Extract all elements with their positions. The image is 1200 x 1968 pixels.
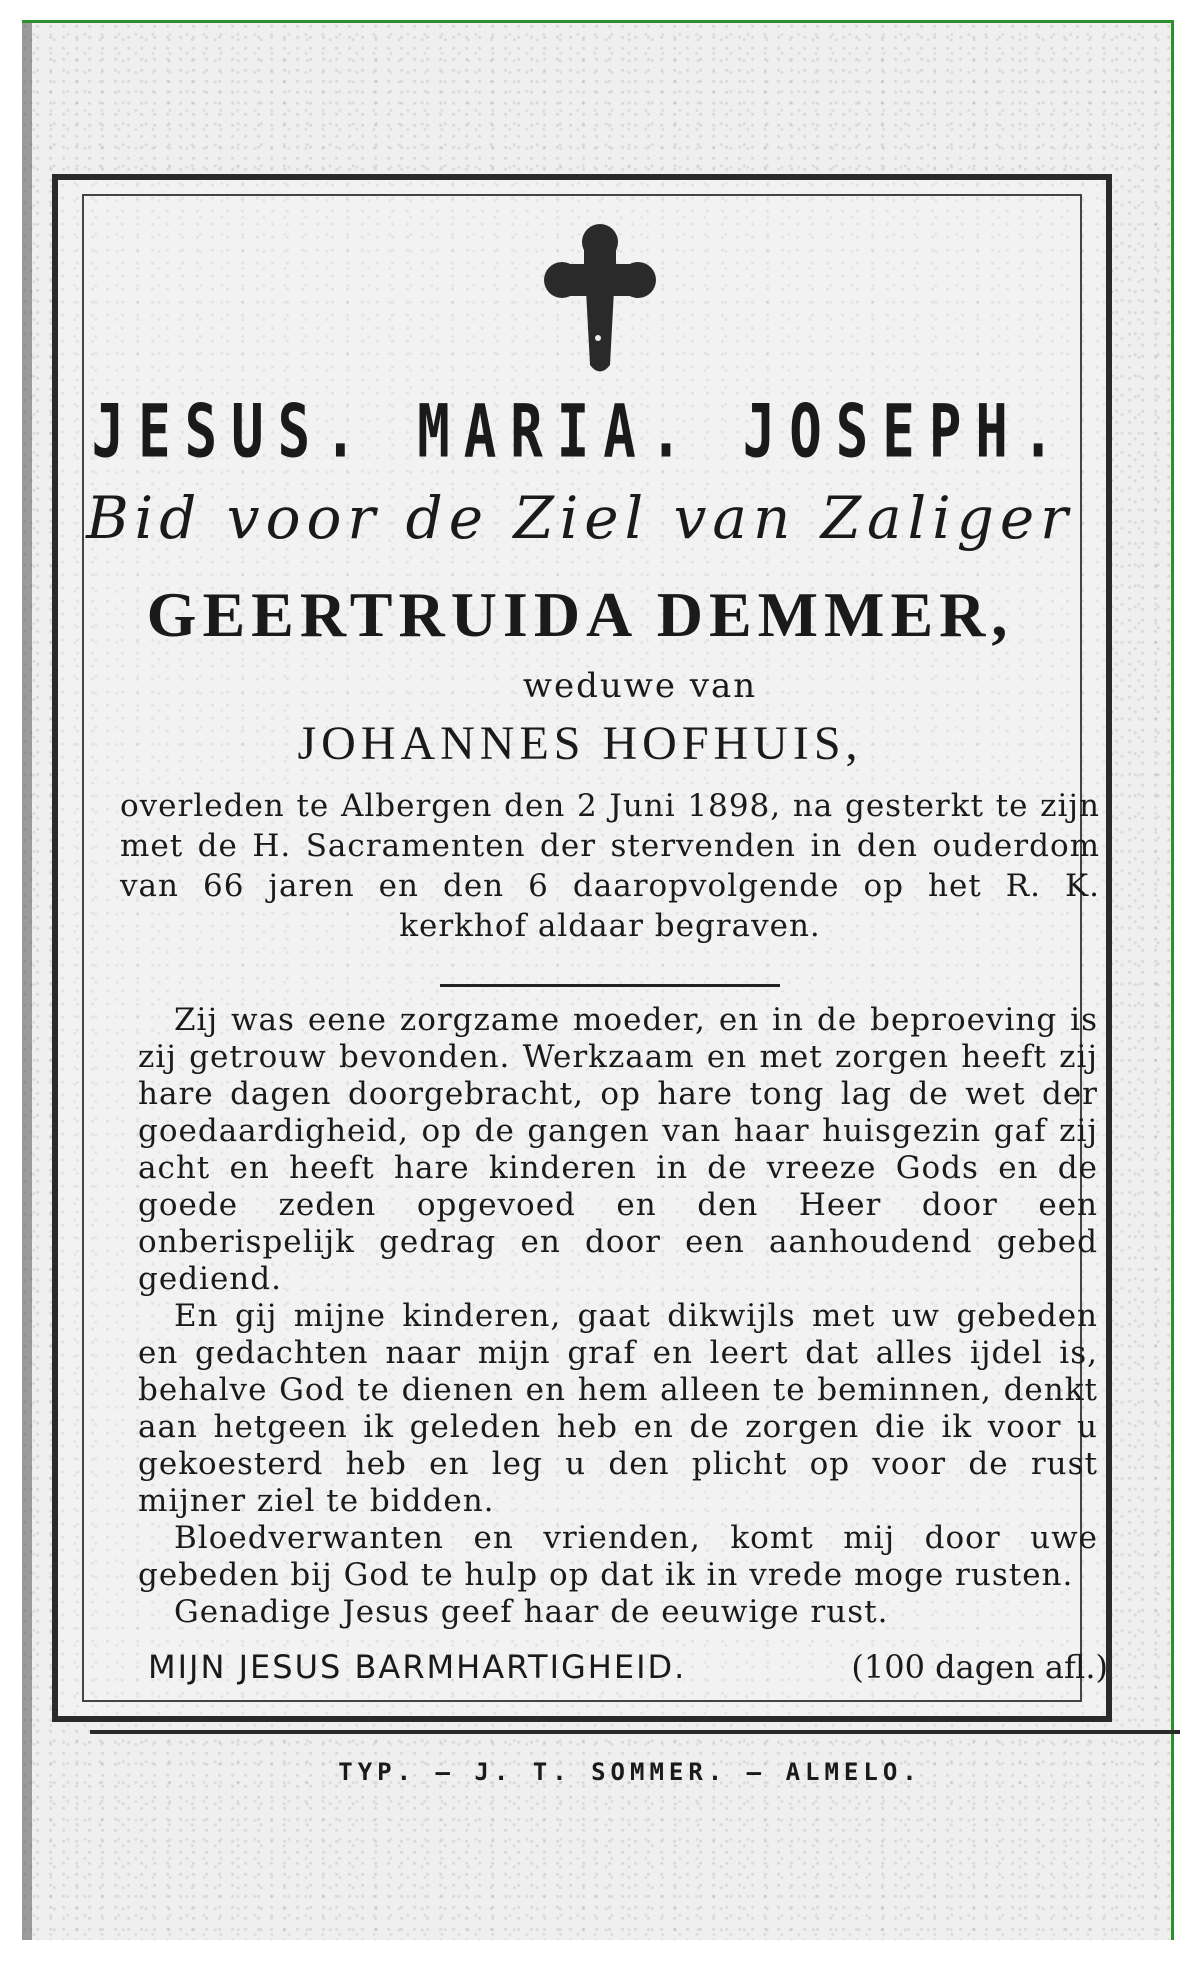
- deceased-name: GEERTRUIDA DEMMER,: [146, 579, 1014, 650]
- memorial-paragraph: Genadige Jesus geef haar de eeuwige rust.: [174, 1594, 889, 1630]
- indulgence-note: (100 dagen afl.): [851, 1648, 1108, 1686]
- scan-edge-shadow: [22, 23, 32, 1940]
- section-divider: [440, 984, 780, 987]
- cross-icon: [540, 220, 660, 380]
- memorial-paragraph: Bloedverwanten en vrienden, komt mij door uwe gebeden bij God te hulp op dat ik in vrede moge rusten.: [138, 1520, 1098, 1593]
- husband-name: JOHANNES HOFHUIS,: [297, 717, 863, 770]
- bottom-rule: [90, 1730, 1180, 1734]
- prayer-line: Bid voor de Ziel van Zaliger: [86, 484, 1074, 552]
- memorial-text: [138, 1002, 1098, 1631]
- closing-line: [148, 1648, 1108, 1686]
- death-notice: overleden te Albergen den 2 Juni 1898, na gesterkt te zijn met de H. Sacramenten der stervenden in den ouderdom van 66 jaren en den 6 daaropvolgende op het R. K. kerkhof aldaar begraven.: [120, 788, 1100, 944]
- widow-of-label: weduwe van: [522, 666, 758, 706]
- memorial-paragraph: En gij mijne kinderen, gaat dikwijls met uw gebeden en gedachten naar mijn graf en leert dat alles ijdel is, behalve God te dienen en hem alleen te beminnen, denkt aan hetgeen ik geleden heb en de zorgen die ik voor u gekoesterd heb en leg u den plicht op voor de rust mijner ziel te bidden.: [138, 1298, 1098, 1519]
- closing-invocation: MIJN JESUS BARMHARTIGHEID.: [148, 1648, 687, 1686]
- printer-imprint: TYP. — J. T. SOMMER. — ALMELO.: [338, 1758, 922, 1786]
- memorial-paragraph: Zij was eene zorgzame moeder, en in de beproeving is zij getrouw bevonden. Werkzaam en met zorgen heeft zij hare dagen doorgebracht, op hare tong lag de wet der goedaardigheid, op de gangen van haar huisgezin gaf zij acht en heeft hare kinderen in de vreeze Gods en de goede zeden opgevoed en den Heer door een onberispelijk gedrag en door een aanhoudend gebed gediend.: [138, 1002, 1098, 1297]
- holy-family-heading: JESUS. MARIA. JOSEPH.: [91, 388, 1069, 475]
